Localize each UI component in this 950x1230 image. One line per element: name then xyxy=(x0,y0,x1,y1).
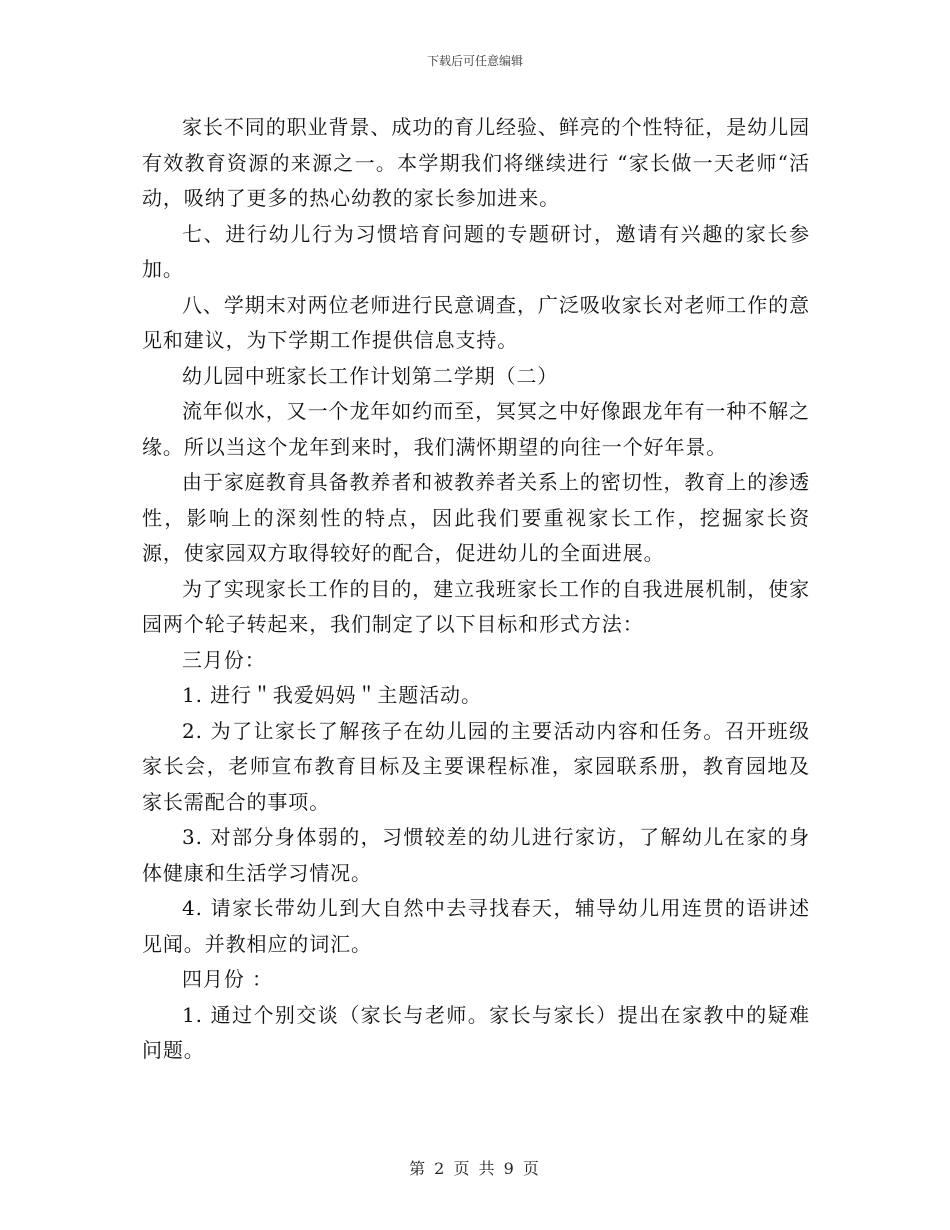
paragraph: 家长不同的职业背景、成功的育儿经验、鲜亮的个性特征，是幼儿园有效教育资源的来源之一。本学期我们将继续进行 “家长做一天老师“活动，吸纳了更多的热心幼教的家长参加进来。 xyxy=(142,115,810,210)
document-body xyxy=(142,110,810,1069)
paragraph: 为了实现家长工作的目的，建立我班家长工作的自我进展机制，使家园两个轮子转起来，我们制定了以下目标和形式方法： xyxy=(142,576,810,636)
list-item: 4. 请家长带幼儿到大自然中去寻找春天，辅导幼儿用连贯的语讲述见闻。并教相应的词汇。 xyxy=(142,896,810,956)
paragraph: 七、进行幼儿行为习惯培育问题的专题研讨，邀请有兴趣的家长参加。 xyxy=(142,221,810,281)
page-number: 第 2 页 共 9 页 xyxy=(409,1159,541,1178)
paragraph: 八、学期末对两位老师进行民意调查，广泛吸收家长对老师工作的意见和建议，为下学期工作提供信息支持。 xyxy=(142,292,810,352)
list-item: 2. 为了让家长了解孩子在幼儿园的主要活动内容和任务。召开班级家长会，老师宣布教育目标及主要课程标准，家园联系册，教育园地及家长需配合的事项。 xyxy=(142,718,810,814)
paragraph: 流年似水，又一个龙年如约而至，冥冥之中好像跟龙年有一种不解之缘。所以当这个龙年到来时，我们满怀期望的向往一个好年景。 xyxy=(142,399,810,459)
page-header: 下载后可任意编辑 xyxy=(426,54,523,68)
month-heading: 三月份： xyxy=(182,647,266,672)
section-title: 幼儿园中班家长工作计划第二学期（二） xyxy=(182,363,559,388)
list-item: 1. 通过个别交谈（家长与老师。家长与家长）提出在家教中的疑难问题。 xyxy=(142,1002,810,1062)
list-item: 1. 进行＂我爱妈妈＂主题活动。 xyxy=(182,683,482,707)
paragraph: 由于家庭教育具备教养者和被教养者关系上的密切性，教育上的渗透性，影响上的深刻性的特点，因此我们要重视家长工作，挖掘家长资源，使家园双方取得较好的配合，促进幼儿的全面进展。 xyxy=(142,470,810,565)
month-heading: 四月份 ： xyxy=(182,967,273,991)
list-item: 3. 对部分身体弱的，习惯较差的幼儿进行家访，了解幼儿在家的身体健康和生活学习情况。 xyxy=(142,825,810,885)
